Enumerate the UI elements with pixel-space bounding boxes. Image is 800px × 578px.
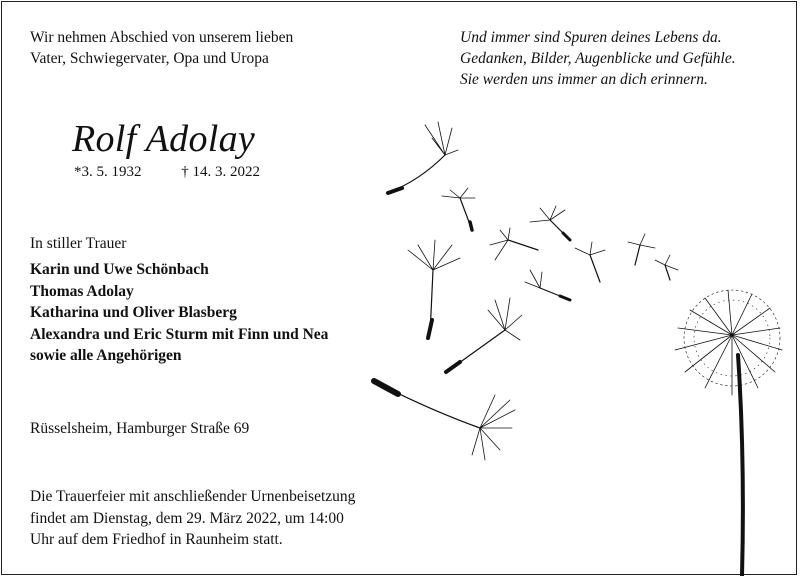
intro-text xyxy=(30,27,293,69)
seed-icon xyxy=(388,122,458,193)
seed-icon xyxy=(655,255,678,280)
seed-icon xyxy=(530,206,570,240)
dandelion-icon xyxy=(360,110,800,576)
mourner-name: Katharina und Oliver Blasberg xyxy=(30,304,237,321)
dandelion-head-icon xyxy=(675,290,782,395)
poem-line: Gedanken, Bilder, Augenblicke und Gefühle. xyxy=(460,50,736,67)
seed-icon xyxy=(575,242,605,282)
intro-line: Vater, Schwiegervater, Opa und Uropa xyxy=(30,50,269,67)
seed-icon xyxy=(442,188,475,230)
mourning-intro: In stiller Trauer xyxy=(30,235,127,252)
service-line: Uhr auf dem Friedhof in Raunheim statt. xyxy=(30,531,283,548)
mourner-name: Alexandra und Eric Sturm mit Finn und Nea xyxy=(30,325,329,343)
address: Rüsselsheim, Hamburger Straße 69 xyxy=(30,420,250,437)
poem-line: Sie werden uns immer an dich erinnern. xyxy=(460,71,708,88)
seed-icon xyxy=(446,298,522,372)
intro-line: Wir nehmen Abschied von unserem lieben xyxy=(30,29,294,46)
seed-icon xyxy=(628,234,655,265)
deceased-name: Rolf Adolay xyxy=(72,118,256,160)
service-line: findet am Dienstag, dem 29. März 2022, um 14:00 xyxy=(30,509,344,527)
seed-icon xyxy=(408,240,460,338)
birth-date: *3. 5. 1932 xyxy=(74,164,142,180)
death-date: † 14. 3. 2022 xyxy=(181,164,260,180)
service-line: Die Trauerfeier mit anschließender Urnenbeisetzung xyxy=(30,488,356,505)
poem-line: Und immer sind Spuren deines Lebens da. xyxy=(460,29,722,46)
seed-icon xyxy=(374,381,515,460)
poem-quote xyxy=(460,27,736,90)
mourner-name: Karin und Uwe Schönbach xyxy=(30,261,209,278)
mourners-list xyxy=(30,259,328,367)
seed-icon xyxy=(490,228,538,260)
service-info xyxy=(30,486,355,551)
seed-icon xyxy=(525,270,570,300)
mourner-name: Thomas Adolay xyxy=(30,282,134,300)
life-dates xyxy=(74,164,260,181)
mourner-name: sowie alle Angehörigen xyxy=(30,347,182,364)
